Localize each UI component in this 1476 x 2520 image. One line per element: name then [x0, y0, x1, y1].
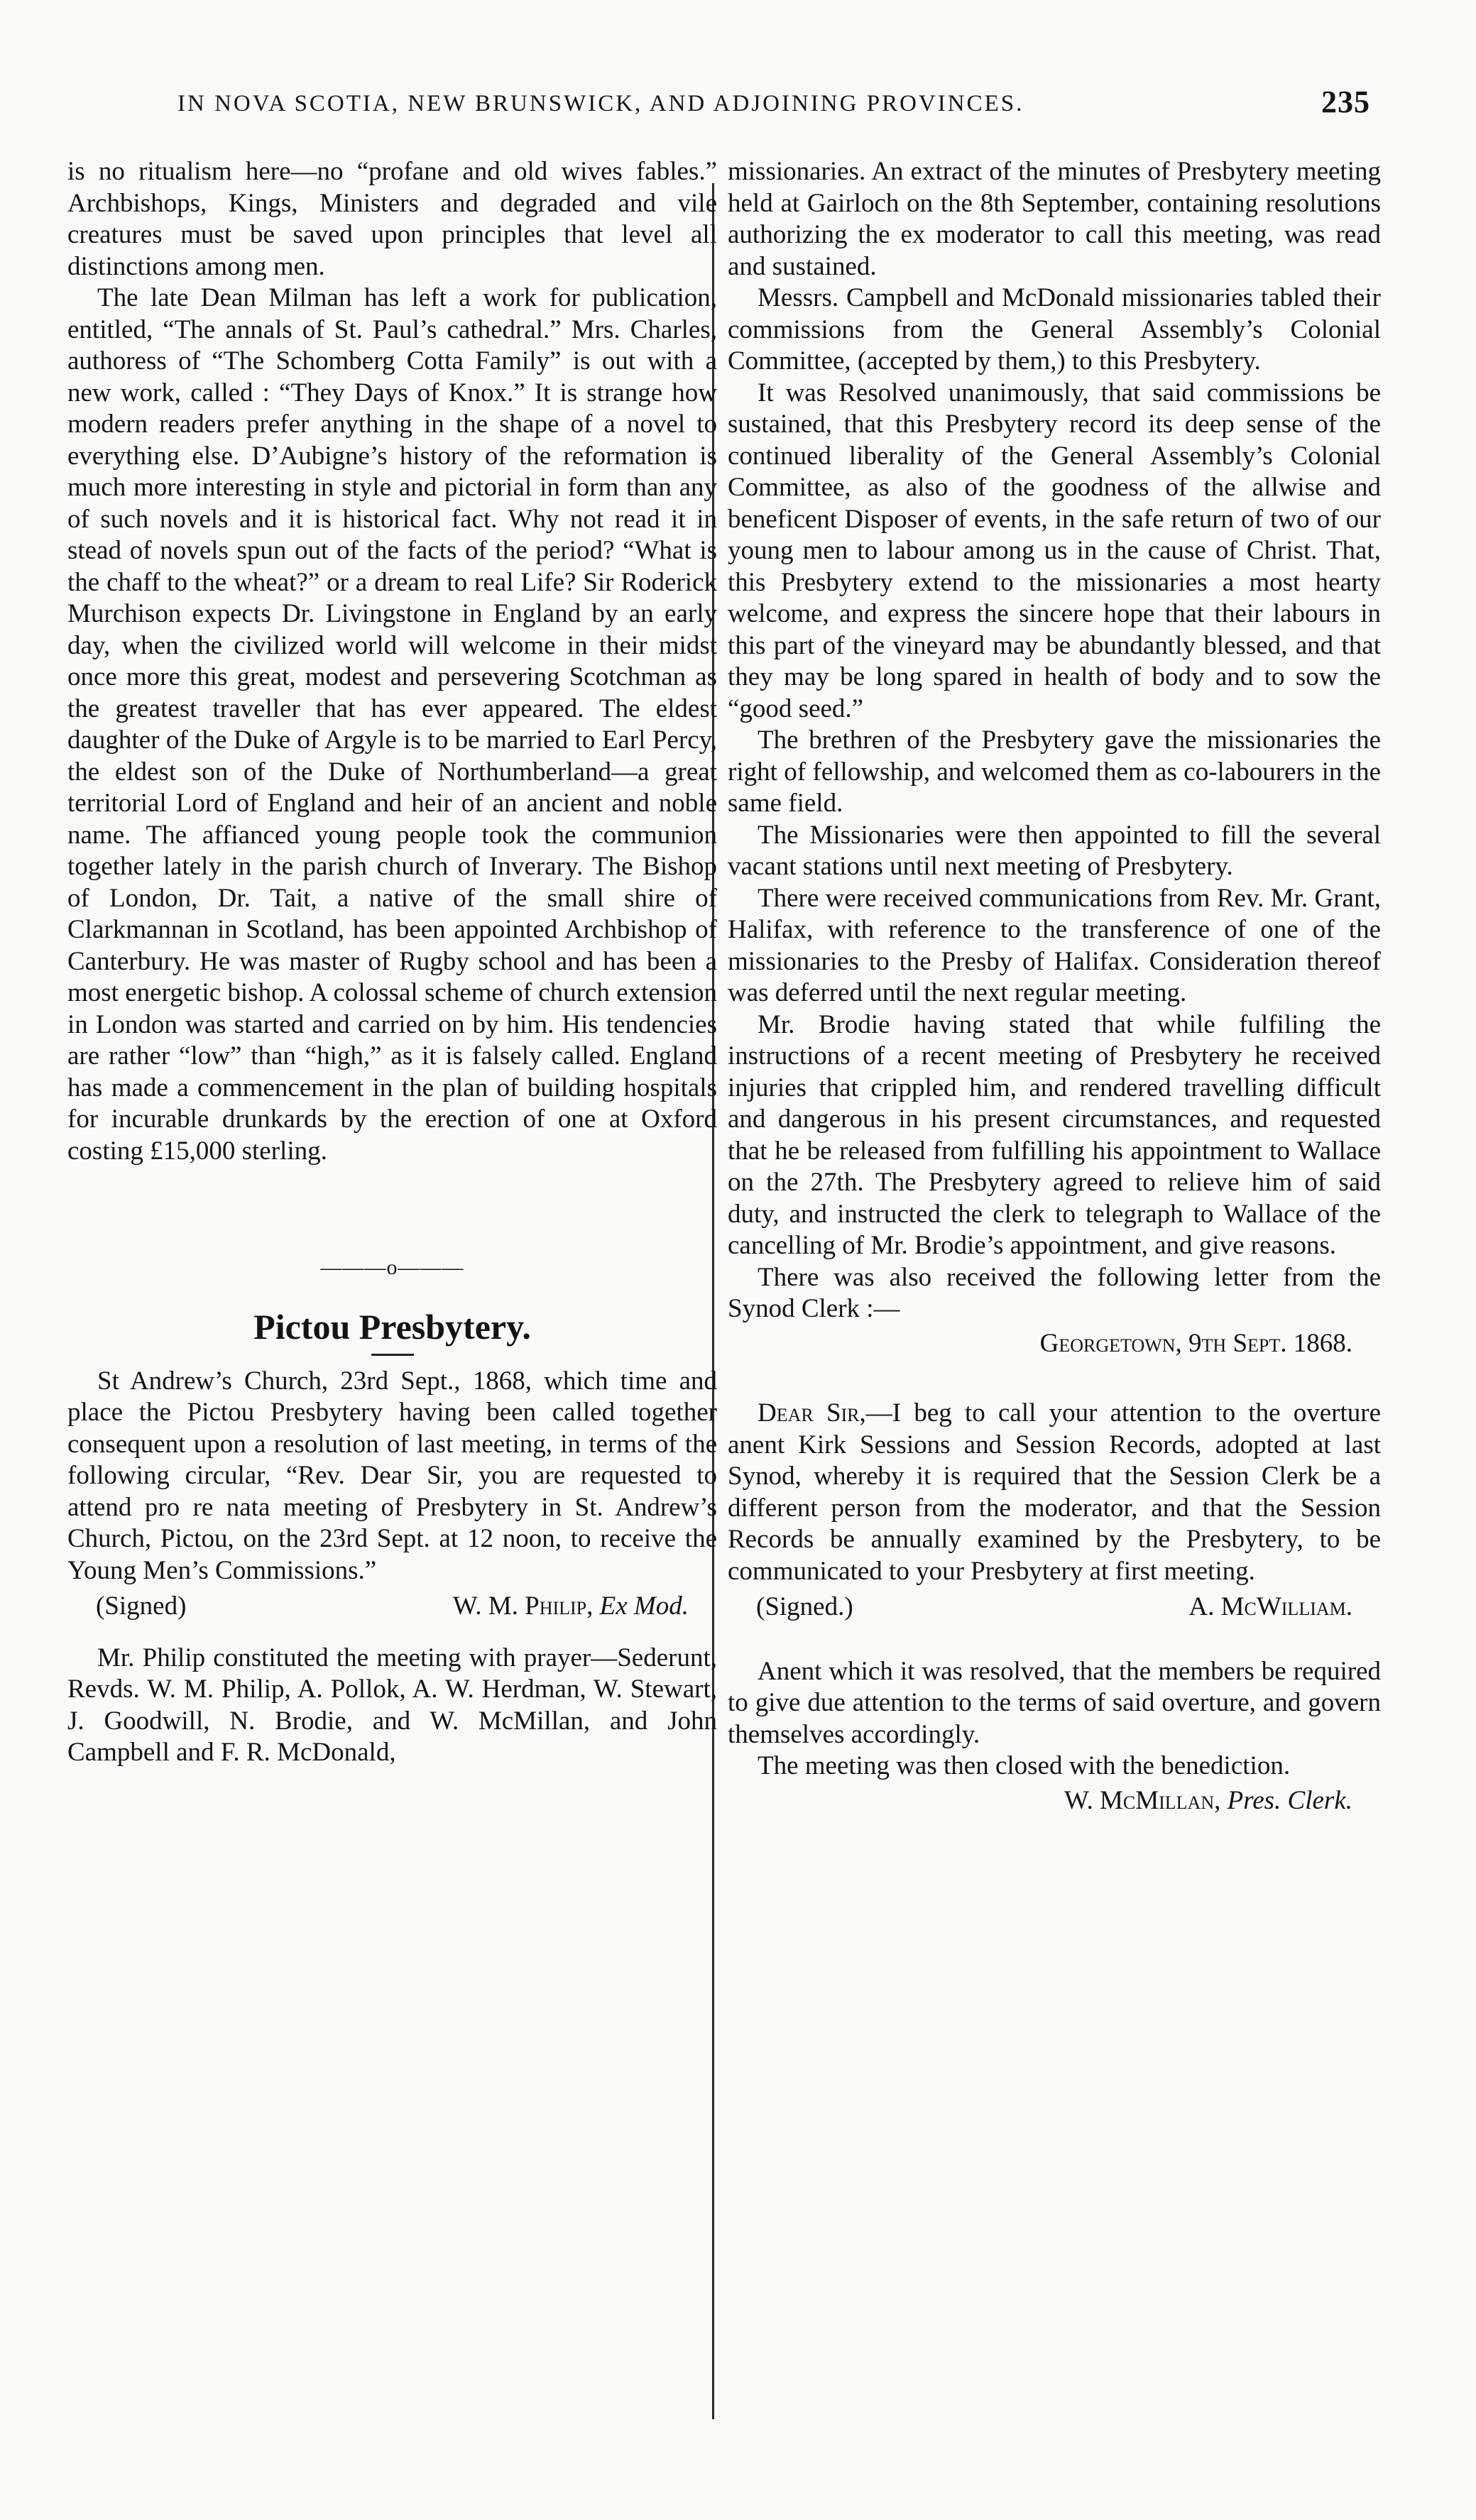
closing-title: Pres. Clerk. [1227, 1785, 1352, 1815]
salutation: Dear Sir, [758, 1398, 866, 1428]
signed-label: (Signed) [96, 1592, 187, 1621]
signature-line [67, 1591, 717, 1623]
paragraph: is no ritualism here—no “profane and old wives fables.” Archbishops, Kings, Ministers and degraded and vile creatures must be saved upon principles that level all distinctions among men. [67, 157, 717, 281]
paragraph: St Andrew’s Church, 23rd Sept., 1868, which time and place the Pictou Presbytery having been called together consequent upon a resolution of last meeting, in terms of the following circular, “Rev. Dear Sir, you are requested to attend pro re nata meeting of Presbytery in St. Andrew’s Church, Pictou, on the 23rd Sept. at 12 noon, to receive the Young Men’s Commissions.” [67, 1366, 717, 1585]
signed-name: W. M. Philip, [452, 1592, 594, 1621]
paragraph: Mr. Brodie having stated that while fulfiling the instructions of a recent meeting of Presbytery he received injuries that crippled him, and rendered travelling difficult and dangerous in his present circumstances, and requested that he be released from fulfilling his appointment to Wallace on the 27th. The Presbytery agreed to relieve him of said duty, and instructed the clerk to telegraph to Wallace of the cancelling of Mr. Brodie’s appointment, and give reasons. [728, 1009, 1381, 1260]
closing-name: W. McMillan, [1064, 1785, 1221, 1815]
letter-dateline-row [728, 1328, 1381, 1360]
heading-rule [371, 1354, 414, 1356]
paragraph: Mr. Philip constituted the meeting with prayer—Sederunt, Revds. W. M. Philip, A. Pollok, A. W. Herdman, W. Stewart, J. Goodwill, N. Brodie, and W. McMillan, and John Campbell and F. R. McDonald, [67, 1643, 717, 1767]
running-title: IN NOVA SCOTIA, NEW BRUNSWICK, AND ADJOINING PROVINCES. [177, 91, 1024, 116]
paragraph: The meeting was then closed with the benediction. [758, 1751, 1291, 1780]
paragraph: Anent which it was resolved, that the members be required to give due attention to the terms of said overture, and govern themselves accordingly. [728, 1656, 1381, 1749]
letter-signed-label: (Signed.) [756, 1592, 853, 1621]
signature [453, 1591, 689, 1623]
closing-signature [728, 1785, 1381, 1817]
paragraph: It was Resolved unanimously, that said commissions be sustained, that this Presbytery record its deep sense of the continued liberality of the General Assembly’s Colonial Committee, as also of the goodness of the allwise and beneficent Disposer of events, in the safe return of two of our young men to labour among us in the cause of Christ. That, this Presbytery extend to the missionaries a most hearty welcome, and express the sincere hope that their labours in this part of the vineyard may be abundantly blessed, and that they may be long spared in health of body and to sow the “good seed.” [728, 378, 1381, 723]
signed-title: Ex Mod. [599, 1592, 689, 1621]
letter-signed-name: A. McWilliam. [1188, 1592, 1352, 1621]
left-column [67, 156, 717, 2442]
paragraph: There were received communications from Rev. Mr. Grant, Halifax, with reference to the transference of one of the missionaries to the Presby of Halifax. Consideration thereof was deferred until the next regular meeting. [728, 883, 1381, 1007]
paragraph: There was also received the following letter from the Synod Clerk :— [728, 1262, 1381, 1323]
right-column [728, 156, 1381, 2442]
paragraph: missionaries. An extract of the minutes of Presbytery meeting held at Gairloch on the 8th September, containing resolutions authorizing the ex moderator to call this meeting, was read and sustained. [728, 157, 1381, 281]
letter-signature-line [728, 1592, 1381, 1623]
letter-body [728, 1398, 1381, 1587]
paragraph: The Missionaries were then appointed to fill the several vacant stations until next meeting of Presbytery. [728, 820, 1381, 881]
section-title: Pictou Presbytery. [253, 1306, 531, 1347]
paragraph: The late Dean Milman has left a work for publication, entitled, “The annals of St. Paul’s cathedral.” Mrs. Charles, authoress of “The Schomberg Cotta Family” is out with a new work, called : “They Days of Knox.” It is strange how modern readers prefer anything in the shape of a novel to everything else. D’Aubigne’s history of the reformation is much more interesting in style and pictorial in form than any of such novels and it is historical fact. Why not read it in stead of novels spun out of the facts of the period? “What is the chaff to the wheat?” or a dream to real Life? Sir Roderick Murchison expects Dr. Livingstone in England by an early day, when the civilized world will welcome in their midst once more this great, modest and persevering Scotchman as the greatest traveller that has ever appeared. The eldest daughter of the Duke of Argyle is to be married to Earl Percy, the eldest son of the Duke of Northumberland—a great territorial Lord of England and heir of an ancient and noble name. The affianced young people took the communion together lately in the parish church of Inverary. The Bishop of London, Dr. Tait, a native of the small shire of Clarkmannan in Scotland, has been appointed Archbishop of Canterbury. He was master of Rugby school and has been a most energetic bishop. A colossal scheme of church extension in London was started and carried on by him. His tendencies are rather “low” than “high,” as it is falsely called. England has made a commencement in the plan of building hospitals for incurable drunkards by the erection of one at Oxford costing £15,000 sterling. [67, 283, 717, 1166]
letter-text: —I beg to call your attention to the overture anent Kirk Sessions and Session Records, adopted at last Synod, whereby it is required that the Session Clerk be a different person from the moderator, and that the Session Records be annually examined by the Presbytery, to be communicated to your Presbytery at first meeting. [728, 1398, 1381, 1586]
letter-dateline: Georgetown, 9th Sept. 1868. [1039, 1328, 1352, 1358]
section-divider: ———o——— [320, 1256, 464, 1279]
page-number: 235 [1321, 84, 1370, 119]
paragraph: Messrs. Campbell and McDonald missionaries tabled their commissions from the General Assembly’s Colonial Committee, (accepted by them,) to this Presbytery. [728, 283, 1381, 376]
running-head [177, 84, 1370, 119]
paragraph: The brethren of the Presbytery gave the missionaries the right of fellowship, and welcomed them as co-labourers in the same field. [728, 725, 1381, 818]
